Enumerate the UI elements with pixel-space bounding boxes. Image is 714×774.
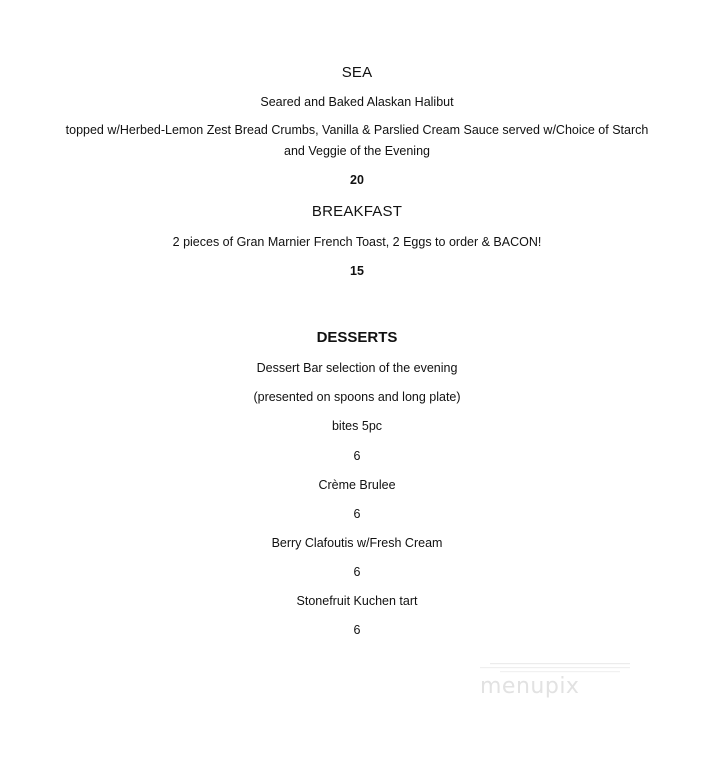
dessert-clafoutis-name: Berry Clafoutis w/Fresh Cream <box>271 536 443 550</box>
dessert-bites-name: bites 5pc <box>331 419 383 433</box>
dessert-clafoutis-price: 6 <box>353 565 361 579</box>
dessert-creme-brulee-name: Crème Brulee <box>318 478 396 492</box>
breakfast-item-price: 15 <box>350 264 364 278</box>
dessert-bar-name: Dessert Bar selection of the evening <box>256 361 458 375</box>
dessert-creme-brulee-price: 6 <box>353 507 361 521</box>
dessert-kuchen-price: 6 <box>353 623 361 637</box>
breakfast-heading: BREAKFAST <box>311 203 403 220</box>
sea-heading: SEA <box>341 64 373 81</box>
dessert-kuchen-name: Stonefruit Kuchen tart <box>296 594 418 608</box>
breakfast-item-name: 2 pieces of Gran Marnier French Toast, 2 Eggs to order & BACON! <box>172 235 542 249</box>
dessert-bar-note: (presented on spoons and long plate) <box>253 390 461 404</box>
sea-item-description: topped w/Herbed-Lemon Zest Bread Crumbs, Vanilla & Parslied Cream Sauce served w/Choice of Starch and Veggie of the Evening <box>65 123 649 158</box>
sea-item-name: Seared and Baked Alaskan Halibut <box>260 95 454 109</box>
dessert-bites-price: 6 <box>353 449 361 463</box>
watermark-logo: menupix <box>480 674 580 699</box>
sea-item-price: 20 <box>350 173 364 187</box>
watermark-streaks <box>470 660 640 674</box>
desserts-heading: DESSERTS <box>316 329 398 346</box>
